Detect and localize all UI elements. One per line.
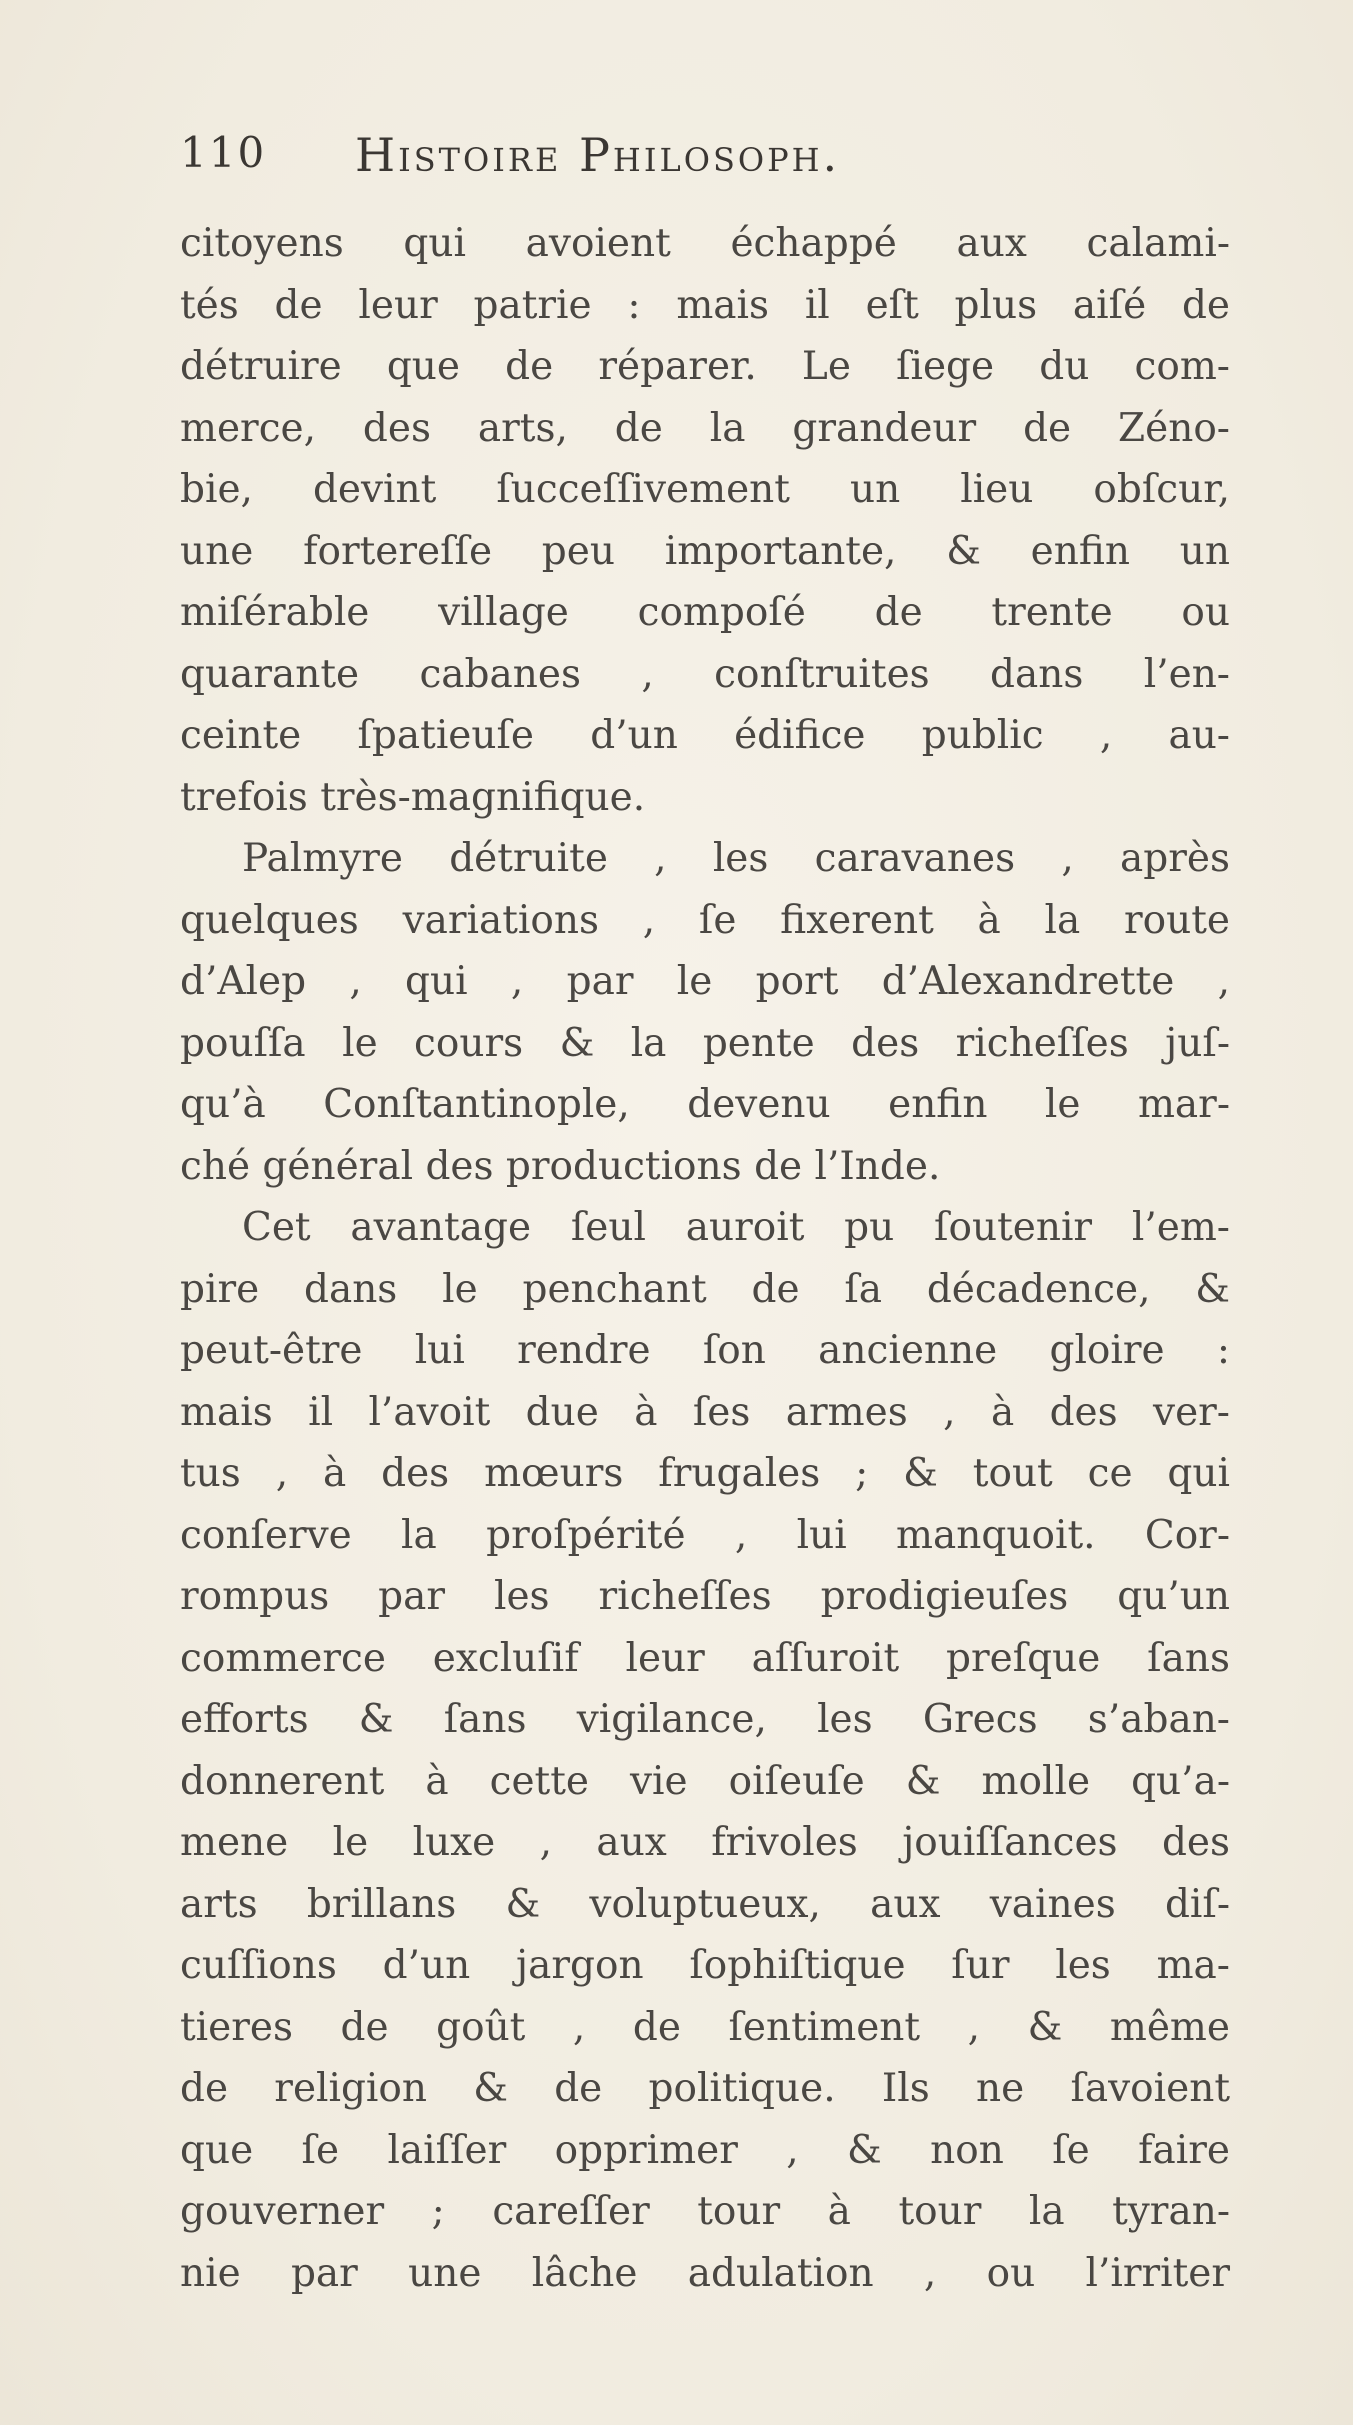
body-text [180, 213, 1230, 2304]
text-line: quarante cabanes , conſtruites dans l’en- [180, 651, 1230, 697]
text-line: ché général des productions de l’Inde. [180, 1143, 941, 1189]
text-line: mais il l’avoit due à ſes armes , à des ver- [180, 1389, 1230, 1435]
paragraph [180, 828, 1230, 1197]
text-line: tés de leur patrie : mais il eſt plus aiſé de [180, 282, 1230, 328]
page-header [180, 128, 1180, 188]
text-line: gouverner ; careſſer tour à tour la tyran- [180, 2189, 1230, 2234]
text-line: trefois très-magnifique. [180, 774, 646, 820]
text-line: de religion & de politique. Ils ne ſavoient [180, 2066, 1230, 2111]
text-line: miſérable village compoſé de trente ou [180, 590, 1230, 635]
text-line: cuſſions d’un jargon ſophiſtique ſur les ma- [180, 1943, 1230, 1988]
text-line: peut-être lui rendre ſon ancienne gloire : [180, 1328, 1230, 1373]
text-line: efforts & ſans vigilance, les Grecs s’aban- [180, 1697, 1230, 1742]
text-line: Cet avantage ſeul auroit pu ſoutenir l’em- [242, 1205, 1230, 1250]
text-line: citoyens qui avoient échappé aux calami- [180, 221, 1230, 266]
text-line: Palmyre détruite , les caravanes , après [242, 836, 1230, 881]
text-line: tus , à des mœurs frugales ; & tout ce qui [180, 1451, 1230, 1496]
paragraph [180, 1197, 1230, 2304]
text-line: que ſe laiſſer opprimer , & non ſe faire [180, 2127, 1230, 2173]
text-line: nie par une lâche adulation , ou l’irriter [180, 2250, 1230, 2296]
text-line: détruire que de réparer. Le ſiege du com- [180, 344, 1230, 389]
text-line: arts brillans & voluptueux, aux vaines diſ- [180, 1881, 1230, 1927]
text-line: tieres de goût , de ſentiment , & même [180, 2004, 1230, 2050]
text-line: bie, devint ſucceſſivement un lieu obſcur, [180, 467, 1230, 512]
text-line: pire dans le penchant de ſa décadence, & [180, 1266, 1230, 1312]
text-line: quelques variations , ſe fixerent à la route [180, 897, 1230, 943]
page-number: 110 [180, 128, 267, 177]
text-line: ceinte ſpatieuſe d’un édifice public , au- [180, 713, 1230, 758]
text-line: mene le luxe , aux frivoles jouiſſances des [180, 1820, 1230, 1865]
text-line: une fortereſſe peu importante, & enfin un [180, 528, 1230, 574]
text-line: conſerve la proſpérité , lui manquoit. Cor- [180, 1512, 1230, 1558]
text-line: pouſſa le cours & la pente des richeſſes juſ- [180, 1020, 1230, 1066]
text-line: d’Alep , qui , par le port d’Alexandrette , [180, 959, 1230, 1004]
text-line: donnerent à cette vie oiſeuſe & molle qu’a- [180, 1758, 1230, 1804]
text-line: merce, des arts, de la grandeur de Zéno- [180, 405, 1230, 451]
text-line: rompus par les richeſſes prodigieuſes qu’un [180, 1574, 1230, 1619]
running-title: Histoire Philosoph. [355, 128, 841, 182]
paragraph [180, 213, 1230, 828]
text-line: qu’à Conſtantinople, devenu enfin le mar- [180, 1082, 1230, 1127]
text-line: commerce excluſif leur aſſuroit preſque ſans [180, 1635, 1230, 1681]
